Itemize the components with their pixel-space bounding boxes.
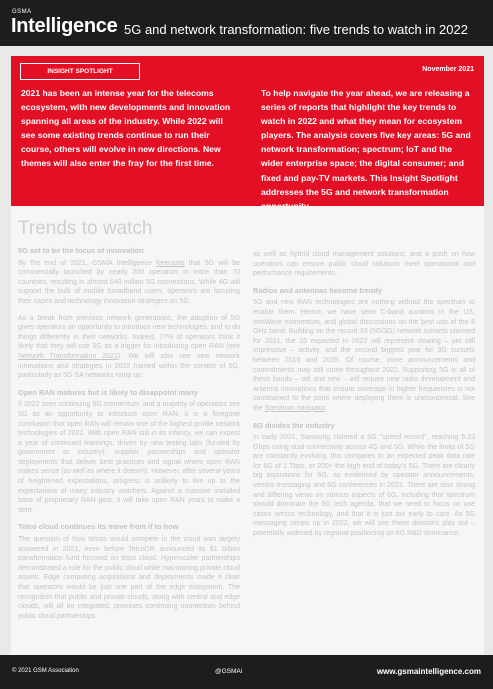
publication-date: November 2021: [422, 66, 474, 73]
website-link[interactable]: www.gsmaintelligence.com: [376, 667, 481, 676]
paragraph-cloud-continued: as well as hybrid cloud management solutions, and a push on how operators can ensure public cloud solutions meet operational and performance requirements.: [253, 251, 475, 278]
brand-logo: Intelligence: [11, 15, 118, 37]
paragraph-5g-forecast: By the end of 2021, GSMA Intelligence forecasts that 5G will be commercially launched by nearly 200 operators in more than 70 countries, resulting in almost 640 million 5G connections. While 4G will support the bulk of mobile broadband users, operators are focusing their capex and technology innovation strategies on 5G.: [18, 259, 240, 305]
heading-6g: 6G divides the industry: [253, 420, 335, 430]
intro-right-paragraph: To help navigate the year ahead, we are releasing a series of reports that highlight the key trends to watch in 2022 and what they mean for ecosystem players. The analysis covers five key areas: 5G and network transformation; spectrum; IoT and the wider enterprise space; the digital consumer; and fixed and pay-TV markets. This Insight Spotlight addresses the 5G and network transformation: [261, 88, 471, 197]
page-title: 5G and network transformation: five trends to watch in 2022: [124, 22, 468, 37]
section-title: Trends to watch: [18, 218, 153, 239]
header-bar: [0, 0, 493, 46]
intro-left-paragraph: 2021 has been an intense year for the telecoms ecosystem, with new developments and innovation spanning all areas of the industry. While 2022 will see some existing trends continue to run their course, others will evolve in new directions. New themes will also enter the fray for the first time.: [21, 88, 231, 169]
paragraph-open-ran: If 2022 sees continuing 5G momentum, and a majority of operators see 5G as an opportunity to introduce open RAN, it is a foregone conclusion that open RAN will remain one of the highest profile network technologies of 2022. With open RAN still in its infancy, we can expect a year of continued learnings, driven by new testing labs (funded by government or industry), supplier partnerships and operator deployments that deliver best practices and signal where open RAN makes sense (as well as where it doesn't). However, after several years of heightened expectations, progress is unlikely to live up to the expectations of many industry watchers. Against a massive installed base of proprietary RAN gear, it will take open RAN years to make a dent.: [18, 401, 240, 514]
left-column: [18, 246, 240, 628]
heading-radios-antennas: Radios and antennas become trendy: [253, 285, 382, 295]
heading-open-ran: Open RAN matures but is likely to disappoint many: [18, 387, 198, 397]
right-column: [253, 250, 475, 546]
paragraph-5g-trigger: As a break from previous network generations, the adoption of 5G gives operators an opportunity to introduce new technologies, and to do things differently in their networks. Indeed, 77% of operators think it likely that they will use 5G as a trigger for introducing open RAN (see Network Transformation 2021). We will also see new network innovations and strategies in 2022 framed within the context of 5G, particularly as 5G SA networks ramp up.: [18, 314, 240, 380]
paragraph-telco-cloud: The question of how telcos would compete in the cloud was largely answered in 2021, even before TelcoDR announced its $1 billion transformation fund focused on telco cloud. Hyperscaler partnerships demonstrated a role for the public cloud while maintaining private cloud assets. Edge computing acquisitions and deployments made it clear that operators would be just one part of the edge ecosystem. The recognition that public and private clouds, along with central and edge clouds, will all be integrated, promises continuing momentum behind public cloud partnerships: [18, 536, 240, 620]
paragraph-radios-antennas: 5G and new RAN technologies are nothing without the spectrum to enable them. Hence, we have seen C-band auctions in the US, mmWave momentum, and global discussions on the best use of the 6 GHz band. Building on the record 33 (5G/3G) network sunsets planned for 2021, the 16 expected in 2022 will represent slowing – yet still impressive – activity, and the second biggest year for 3G sunsets between 2015 and 2025. Of course, more announcements and commitments may still come throughout 2022. Supporting 5G in all of these bands – old and new – will require new radio development and antenna innovations that ensure coverage in higher frequencies is not constrained to the point where deploying them is uneconomical. See the Spectrum navigator.: [253, 299, 475, 412]
brand-gsma: GSMA: [12, 9, 32, 15]
social-handle[interactable]: @GSMAi: [215, 668, 243, 675]
main-content: [11, 206, 484, 655]
footer-bar: [0, 655, 493, 689]
copyright-text: © 2021 GSM Association: [12, 668, 79, 674]
forecasts-link[interactable]: forecasts: [156, 259, 185, 267]
insight-spotlight-badge: INSIGHT SPOTLIGHT: [20, 63, 140, 80]
spectrum-navigator-link[interactable]: Spectrum navigator: [264, 404, 325, 412]
heading-5g-focus: 5G set to be the focus of innovation: [18, 246, 144, 255]
network-transformation-link[interactable]: Network Transformation 2021: [18, 352, 118, 360]
intro-banner: [11, 56, 484, 206]
paragraph-6g: In early 2021, Samsung claimed a 5G "speed record", reaching 5.23 Gbps using dual connectivity across 4G and 5G. While the limits of 5G are constantly evolving, this compares to an expected peak data rate for 6G of 1 Tbps, or 200+ the high end of today's 5G. There are clearly big aspirations for 6G, as evidenced by operator announcements, vendor messaging and 6G conferences in 2021. There are also strong and differing views on various aspects of 6G, including that spectrum should dominate the 6G tech agenda, that we need to focus on use cases versus technology, and that it is just too early to care. As 5G messaging ramps up in 2022, we will see these divisions play out – potentially widened by regional positioning on 6G R&D dominance.: [253, 434, 475, 538]
heading-telco-cloud: Telco cloud continues its move from if to how: [18, 522, 179, 532]
